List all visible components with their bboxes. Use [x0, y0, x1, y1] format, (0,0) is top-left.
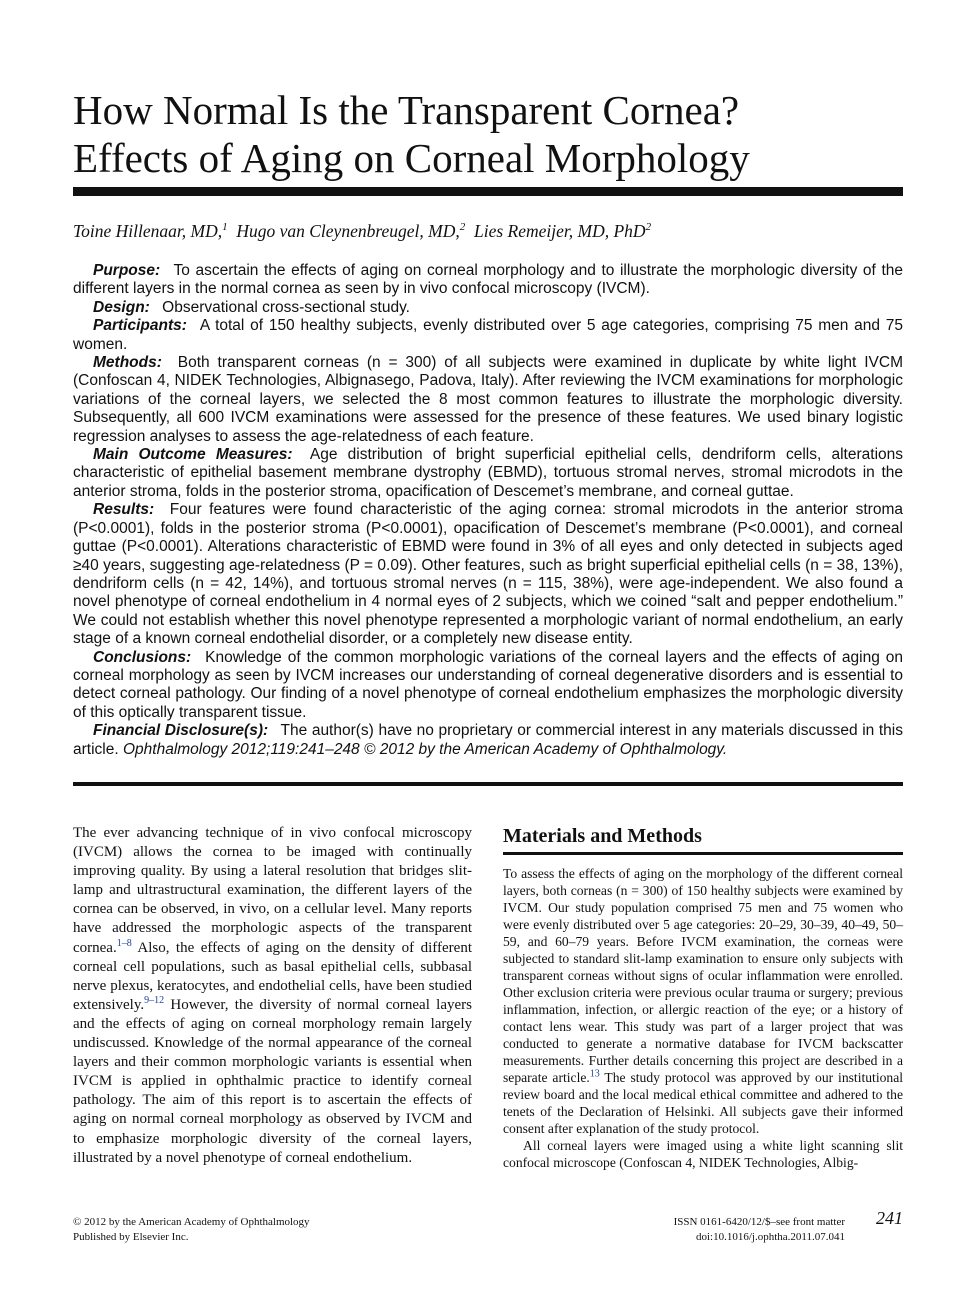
abstract-label: Financial Disclosure(s): — [93, 722, 269, 740]
intro-text: However, the diversity of normal corneal layers and the effects of aging on corneal morphology remain largely undiscussed. Knowledge of the normal appearance of the corneal layers and their common morphologic variants is essential when IVCM is applied in ophthalmic practice to identify corneal pathology. The aim of this report is to ascertain the effects of aging on normal corneal morphology as observed by IVCM and to emphasize morphologic diversity of the corneal layers, illustrated by a novel phenotype of corneal endothelium. — [73, 996, 472, 1166]
doi-link[interactable]: doi:10.1016/j.ophtha.2011.07.041 — [695, 1231, 845, 1243]
issn-line: ISSN 0161-6420/12/$–see front matter — [673, 1216, 845, 1228]
abstract-text: Observational cross-sectional study. — [162, 298, 410, 316]
page-number: 241 — [876, 1208, 903, 1228]
author-affiliation: 2 — [459, 221, 466, 234]
reference-link[interactable]: 9–12 — [144, 994, 165, 1006]
abstract-text: Four features were found characteristic of the aging cornea: stromal microdots in the anterior stroma (P<0.0001), folds in the posterior stroma (P<0.0001), opacification of Descemet’s membrane (P<0.0001), and corneal guttae (P<0.0001). Alterations characteristic of EBMD were found in 3% of all eyes and only detected in subjects aged ≥40 years, suggesting age-relatedness (P = 0.09). Other features, such as bright superficial epithelial cells (n = 38, 13%), dendriform cells (n = 42, 14%), and tortuous stromal nerves (n = 115, 38%), were age-independent. We also found a novel phenotype of corneal endothelium in 4 normal eyes of 2 subjects, which we coined “salt and pepper endothelium.” We could not establish whether this novel phenotype represented a morphologic variant of normal endothelium, an early stage of a known corneal endothelial disorder, or a completely new disease entity. — [73, 501, 903, 648]
copyright-line: © 2012 by the American Academy of Ophthalmology — [73, 1216, 310, 1228]
intro-text: Also, the effects of aging on the density of different corneal cell populations, such as basal epithelial cells, subbasal nerve plexus, keratocytes, and endothelial cells, have been studied extensively. — [73, 939, 472, 1013]
abstract — [73, 262, 903, 759]
abstract-text: The author(s) have no proprietary or commercial interest in any materials discussed in this article. — [73, 722, 903, 758]
abstract-label: Methods: — [93, 354, 162, 372]
abstract-conclusions — [73, 649, 903, 723]
section-heading: Materials and Methods — [503, 825, 702, 847]
methods-paragraph: All corneal layers were imaged using a white light scanning slit confocal microscope (Confoscan 4, NIDEK Technologies, Albig- — [503, 1138, 903, 1170]
abstract-outcome-measures — [73, 446, 903, 501]
abstract-text: Both transparent corneas (n = 300) of all subjects were examined in duplicate by white light IVCM (Confoscan 4, NIDEK Technologies, Albignasego, Padova, Italy). After reviewing the IVCM examinations for morphologic variations of the corneal layers, we selected the 8 most common features to illustrate the morphologic diversity. Subsequently, all 600 IVCM examinations were assessed for the presence of these features. We used binary logistic regression analyses to assess the age-relatedness of each feature. — [73, 354, 903, 445]
methods-column — [503, 823, 903, 1171]
abstract-label: Conclusions: — [93, 648, 192, 666]
journal-citation: Ophthalmology 2012;119:241–248 © 2012 by the American Academy of Ophthalmology. — [122, 740, 728, 758]
methods-text: The study protocol was approved by our institutional review board and the local medical ethical committee and adhered to the tenets of the Declaration of Helsinki. All subjects gave their informed consent after explanation of the study protocol. — [503, 1070, 903, 1136]
introduction-paragraph — [73, 824, 472, 1168]
abstract-label: Participants: — [93, 317, 187, 335]
author-name: Toine Hillenaar, MD, — [73, 221, 223, 241]
abstract-design — [73, 299, 903, 317]
abstract-participants — [73, 317, 903, 354]
title-line-2: Effects of Aging on Corneal Morphology — [73, 135, 750, 181]
methods-text: To assess the effects of aging on the morphology of the different corneal layers, both corneas (n = 300) of 150 healthy subjects were examined by IVCM. Our study population comprised 75 men and 75 women who were evenly distributed over 5 age categories: 20–29, 30–39, 40–49, 50–59, and 60–79 years. Before IVCM examination, the corneas were subjected to standard slit-lamp examination to ensure only subjects with transparent corneas without signs of ocular inflammation were enrolled. Other exclusion criteria were previous ocular trauma or surgery; previous inflammation, infection, or allergic reaction of the eye; or a history of contact lens wear. This study was part of a larger project that was conducted to generate a normative database for IVCM backscatter measurements. Further details concerning this project are described in a separate article. — [503, 866, 903, 1085]
title-line-1: How Normal Is the Transparent Cornea? — [73, 87, 740, 133]
abstract-text: To ascertain the effects of aging on corneal morphology and to illustrate the morphologic diversity of the different layers in the normal cornea as seen by in vivo confocal microscopy (IVCM). — [73, 262, 903, 298]
reference-link[interactable]: 13 — [589, 1068, 600, 1080]
author-name: Lies Remeijer, MD, PhD — [473, 221, 646, 241]
abstract-label: Results: — [93, 501, 155, 519]
reference-link[interactable]: 1–8 — [116, 937, 132, 949]
methods-paragraph — [503, 865, 903, 1137]
abstract-label: Design: — [93, 298, 150, 316]
abstract-results — [73, 501, 903, 648]
methods-body — [503, 865, 903, 1171]
publisher-line: Published by Elsevier Inc. — [73, 1231, 189, 1243]
abstract-methods — [73, 354, 903, 446]
abstract-text: A total of 150 healthy subjects, evenly distributed over 5 age categories, comprising 75 men and 75 women. — [73, 317, 904, 353]
abstract-divider — [73, 782, 903, 786]
abstract-text: Knowledge of the common morphologic variations of the corneal layers and the effects of aging on corneal morphology as seen by IVCM increases our understanding of corneal degenerative disorders and is essential to detect corneal pathology. Our finding of a novel phenotype of corneal endothelium emphasizes the morphologic diversity of this optically transparent tissue. — [73, 648, 903, 721]
abstract-label: Purpose: — [93, 262, 161, 279]
abstract-financial-disclosure — [73, 722, 903, 759]
author-affiliation: 1 — [222, 221, 228, 234]
article-title — [73, 86, 903, 182]
abstract-label: Main Outcome Measures: — [93, 446, 293, 464]
author-name: Hugo van Cleynenbreugel, MD, — [236, 221, 460, 241]
author-affiliation: 2 — [645, 221, 652, 234]
title-divider — [73, 187, 903, 196]
intro-text: The ever advancing technique of in vivo confocal microscopy (IVCM) allows the cornea to be imaged with continually improving quality. By using a lateral resolution that bridges slit-lamp and ultrastructural examination, the different layers of the cornea can be observed, in vivo, on a cellular level. Many reports have addressed the morphologic aspects of the transparent cornea. — [73, 825, 472, 956]
footer-left — [73, 1215, 473, 1245]
abstract-text: Age distribution of bright superficial epithelial cells, dendriform cells, alterations characteristic of epithelial basement membrane dystrophy (EBMD), tortuous stromal nerves, stromal microdots in the anterior stroma, folds in the posterior stroma, opacification of Descemet’s membrane, and corneal guttae. — [73, 446, 904, 500]
section-divider — [503, 852, 903, 855]
footer-right — [600, 1215, 845, 1245]
author-list — [73, 220, 903, 242]
abstract-purpose — [73, 262, 903, 299]
